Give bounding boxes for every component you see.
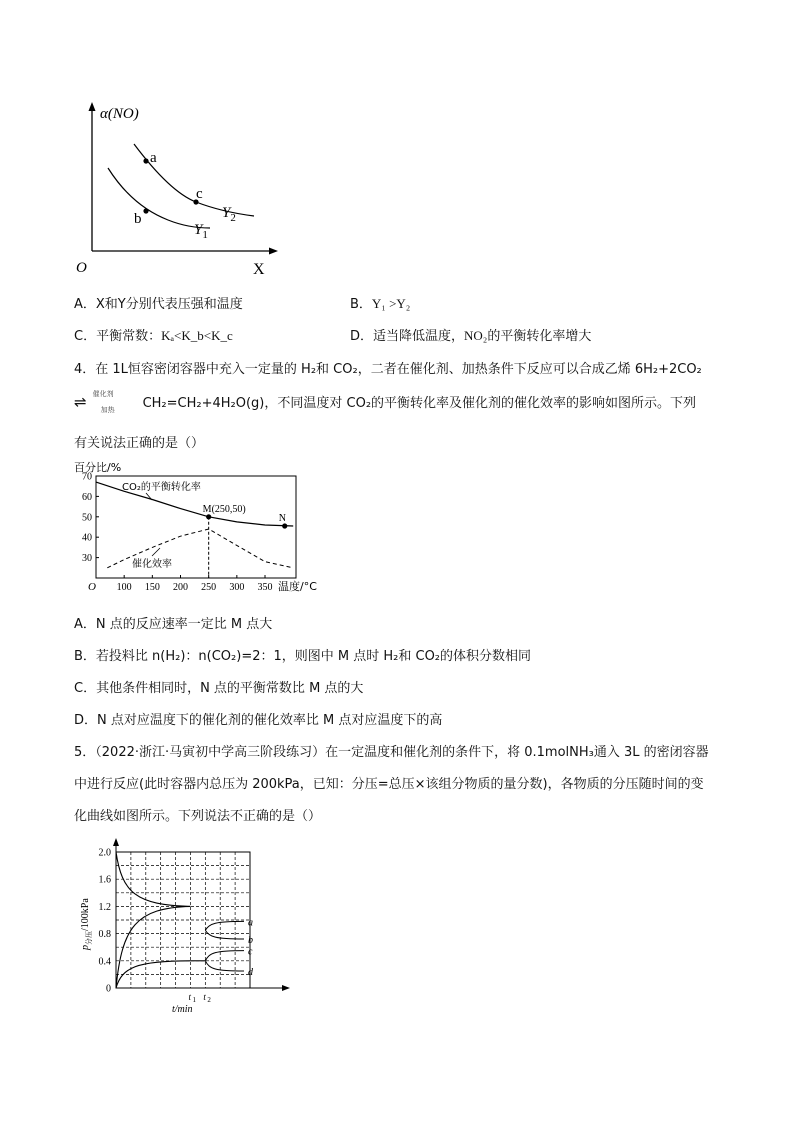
q4-line-3: 有关说法正确的是（） [74,436,205,451]
q4-option-c: C．其他条件相同时，N 点的平衡常数比 M 点的大 [74,681,364,696]
p-curve-d-after [205,961,244,971]
q4-arrow: ⇌ [74,393,87,411]
p-ytick-label-5: 2.0 [98,847,111,859]
q4-line-2-text: CH₂=CH₂+4H₂O(g)，不同温度对 CO₂的平衡转化率及催化剂的催化效率的影响如图所示。下列 [142,396,697,411]
q3-option-b-prefix: B． [350,297,372,312]
q3-option-b-formula: Y₁ >Y₂ [371,296,411,311]
q5-line-3: 化曲线如图所示。下列说法不正确的是（） [74,809,322,824]
p-yaxis-arrow [113,838,119,846]
y-axis-arrow [89,102,96,111]
point-n-label: N [278,512,286,524]
curve-y1-label: $Y_1$ [194,222,208,241]
q5-line-1: 5．（2022·浙江·马寅初中学高三阶段练习）在一定温度和催化剂的条件下，将 0.1molNH₃通入 3L 的密闭容器 [74,745,709,760]
p-ytick-label-1: 0.4 [98,956,111,968]
q4-option-b: B．若投料比 n(H₂)：n(CO₂)=2：1，则图中 M 点时 H₂和 CO₂的体积分数相同 [74,649,532,664]
co2-ytick-label-1: 40 [82,532,92,544]
co2-xtick-label-1: 150 [144,582,160,593]
p-series-label-a: a [248,917,253,929]
p-ytick-label-3: 1.2 [98,901,111,913]
p-series-label-d: d [248,967,253,978]
p-curve-b-after [205,930,244,939]
y-axis-label: α(NO) [100,106,139,122]
q3-option-c [74,325,233,344]
point-a-label: a [150,150,157,166]
co2-xtick-label-0: 100 [116,582,132,593]
p-curve-c-after [205,951,244,961]
co2-ytick-label-0: 30 [82,553,92,565]
q4-condition-bottom: 加热 [100,405,115,414]
q4-option-a: A．N 点的反应速率一定比 M 点大 [74,617,273,632]
eff-series-label: 催化效率 [132,559,172,570]
q3-option-d-prefix: D．适当降低温度， [350,329,465,344]
p-series-label-b: b [248,935,253,947]
co2-xtick-label-3: 250 [201,582,217,593]
co2-origin-label: O [88,581,96,593]
q4-condition-top: 催化剂 [92,389,114,398]
curve-y2-label: $Y_2$ [222,205,236,224]
q4-option-d: D．N 点对应温度下的催化剂的催化效率比 M 点对应温度下的高 [74,713,443,728]
co2-xtick-label-5: 350 [257,582,273,593]
p-xlabel: t/min [172,1004,193,1015]
point-b-label: b [134,211,142,227]
q5-line-2: 中进行反应(此时容器内总压为 200kPa，已知：分压=总压×该组分物质的量分数)，各物质的分压随时间的变 [74,777,704,792]
q3-option-a: A．X和Y分别代表压强和温度 [74,297,243,312]
p-xtick-t2: t [203,992,206,1002]
point-n [282,523,287,528]
alpha-no-graph [70,96,290,281]
x-axis-label: X [253,261,265,278]
co2-xaxis-label: 温度/°C [278,580,317,593]
origin-label: O [76,260,87,276]
co2-series-label: CO₂的平衡转化率 [122,482,201,493]
p-ytick-label-2: 0.8 [98,929,111,941]
point-a [143,158,148,163]
q3-option-d [350,325,591,344]
p-xtick-t1-sub: 1 [192,996,196,1004]
co2-ytick-label-4: 70 [82,471,92,483]
q3-option-d-suffix: 的平衡转化率增大 [487,329,592,344]
co2-conversion-chart [70,460,320,595]
point-b [143,208,148,213]
p-xtick-t1: t [188,992,191,1002]
point-c-label: c [196,186,203,202]
q3-option-c-formula: Kₐ<K_b<K_c [161,328,233,343]
q3-option-d-formula: NO₂ [464,328,488,343]
p-xtick-t2-sub: 2 [207,996,211,1004]
p-ytick-label-4: 1.6 [98,874,111,886]
p-curve-a-after [205,921,244,930]
partial-pressure-chart [70,838,300,1018]
co2-xtick-label-4: 300 [229,582,245,593]
eff-label-pointer [152,548,160,556]
p-ylabel: $p_{分压}/100kPa$ [80,898,93,950]
p-series-label-c: c [248,946,253,958]
p-xaxis-arrow [282,985,290,991]
co2-ytick-label-2: 50 [82,512,92,524]
q3-option-c-prefix: C．平衡常数： [74,329,162,344]
q4-condition [87,389,143,414]
curve-y1 [108,168,210,228]
q4-line-1: 4．在 1L恒容密闭容器中充入一定量的 H₂和 CO₂，二者在催化剂、加热条件下反应可以合成乙烯 6H₂+2CO₂ [74,362,702,377]
point-m [206,514,211,519]
q3-option-b [350,293,410,312]
co2-xtick-label-2: 200 [173,582,189,593]
co2-chart-title: 百分比/% [74,461,122,474]
x-axis-arrow [269,248,278,255]
point-m-label: M(250,50) [202,503,246,515]
p-ytick-label-0: 0 [106,983,111,995]
co2-ytick-label-3: 60 [82,491,92,503]
q4-line-2 [74,389,697,414]
